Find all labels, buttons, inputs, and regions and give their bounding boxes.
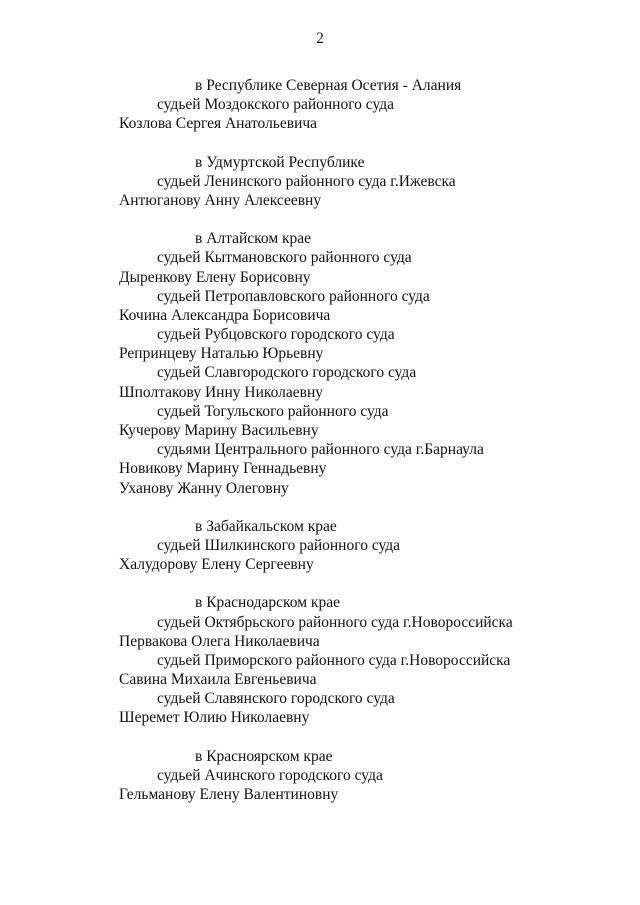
judge-name: Шполтакову Инну Николаевну (119, 383, 324, 401)
court-line: судьей Шилкинского районного суда (157, 536, 401, 554)
region-block (0, 76, 640, 134)
region-block (0, 229, 640, 498)
region-block (0, 153, 640, 211)
judge-name: Козлова Сергея Анатольевича (119, 115, 318, 133)
region-title: в Республике Северная Осетия - Алания (195, 77, 462, 94)
court-line: судьей Кытмановского районного суда (157, 249, 412, 267)
region-title: в Забайкальском крае (195, 517, 337, 535)
court-line: судьей Моздокского районного суда (157, 96, 395, 114)
judge-name: Савина Михаила Евгеньевича (119, 671, 317, 689)
judge-name: Новикову Марину Геннадьевну (119, 460, 327, 478)
judge-name: Шеремет Юлию Николаевну (119, 709, 310, 727)
page-number: 2 (316, 30, 324, 47)
judge-name: Халудорову Елену Сергеевну (119, 556, 314, 574)
region-title: в Алтайском крае (195, 230, 312, 248)
judge-name: Кучерову Марину Васильевну (119, 422, 319, 439)
court-line: судьей Ленинского районного суда г.Ижевска (157, 172, 456, 190)
region-title: в Удмуртской Республике (195, 153, 365, 171)
region-block (0, 517, 640, 575)
region-title: в Красноярском крае (195, 747, 333, 765)
judge-name: Репринцеву Наталью Юрьевну (119, 345, 324, 363)
judge-name: Первакова Олега Николаевича (119, 632, 320, 650)
judge-name: Кочина Александра Борисовича (119, 306, 331, 324)
judge-name: Уханову Жанну Олеговну (119, 479, 289, 497)
court-line: судьей Петропавловского районного суда (157, 287, 430, 305)
judge-name: Гельманову Елену Валентиновну (119, 786, 339, 803)
court-line: судьей Славянского городского суда (157, 690, 395, 708)
region-block (0, 747, 640, 805)
court-line: судьей Ачинского городского суда (157, 766, 383, 784)
region-block (0, 593, 640, 727)
court-line: судьей Тогульского районного суда (157, 402, 389, 420)
judge-name: Антюганову Анну Алексеевну (119, 191, 322, 209)
court-line: судьей Славгородского городского суда (157, 364, 417, 382)
court-line: судьей Октябрьского районного суда г.Новороссийска (157, 613, 513, 631)
court-line: судьей Приморского районного суда г.Новороссийска (157, 651, 511, 669)
appointment-list (0, 76, 640, 823)
judge-name: Дыренкову Елену Борисовну (119, 268, 311, 286)
court-line: судьями Центрального районного суда г.Барнаула (157, 441, 484, 459)
region-title: в Краснодарском крае (195, 594, 340, 612)
court-line: судьей Рубцовского городского суда (157, 326, 395, 344)
